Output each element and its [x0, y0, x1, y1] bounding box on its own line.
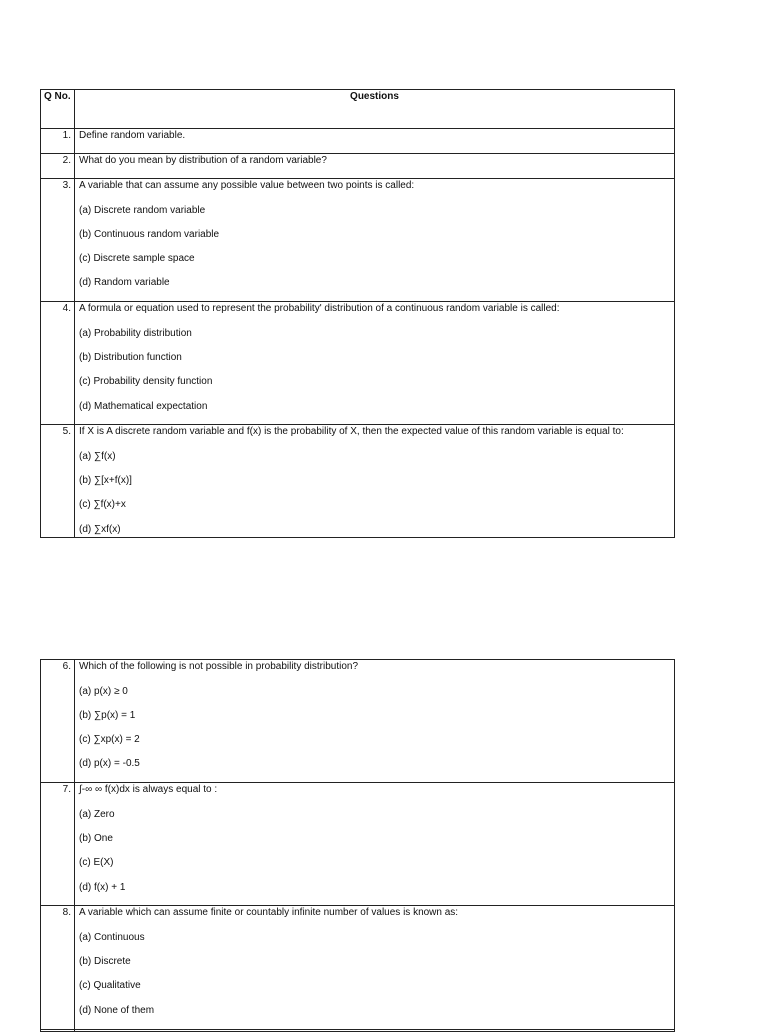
question-text: ∫-∞ ∞ f(x)dx is always equal to :: [79, 784, 218, 796]
option-a: (a) Probability distribution: [79, 327, 192, 339]
question-text: Which of the following is not possible in probability distribution?: [79, 661, 359, 672]
question-cell: [75, 425, 675, 537]
question-number: [41, 1029, 75, 1031]
question-row-6: [41, 660, 675, 783]
option-d: (d) f(x) + 1: [79, 881, 126, 893]
question-row-9: [41, 1029, 675, 1031]
question-number: 3.: [41, 179, 75, 302]
question-cell: [75, 179, 675, 302]
table-header-row: [41, 90, 675, 129]
question-number: 8.: [41, 906, 75, 1029]
question-row-2: [41, 154, 675, 179]
option-d: (d) Random variable: [79, 277, 170, 289]
question-cell: [75, 906, 675, 1029]
question-text: If X is A discrete random variable and f(x) is the probability of X, then the expected value of this random variable is equal to:: [79, 426, 624, 438]
option-c: (c) Qualitative: [79, 980, 141, 992]
questions-header: Questions: [75, 90, 675, 129]
question-text: A formula or equation used to represent the probability' distribution of a continuous random variable is called:: [79, 303, 560, 315]
option-d: (d) None of them: [79, 1004, 155, 1016]
question-cell: [75, 660, 675, 783]
option-d: (d) Mathematical expectation: [79, 400, 208, 412]
option-b: (b) Distribution function: [79, 351, 182, 363]
option-c: (c) Probability density function: [79, 376, 213, 388]
question-number: 6.: [41, 660, 75, 783]
option-b: (b) ∑p(x) = 1: [79, 709, 136, 721]
question-text: A variable which can assume finite or countably infinite number of values is known as:: [79, 907, 459, 919]
question-row-3: [41, 179, 675, 302]
question-number: 4.: [41, 302, 75, 425]
question-row-4: [41, 302, 675, 425]
question-row-5: [41, 425, 675, 537]
option-b: (b) ∑[x+f(x)]: [79, 475, 132, 487]
question-row-1: [41, 129, 675, 154]
option-c: (c) E(X): [79, 857, 114, 869]
option-d: (d) ∑xf(x): [79, 523, 121, 535]
question-cell: [75, 783, 675, 906]
question-cell: [75, 302, 675, 425]
option-a: (a) Continuous: [79, 931, 145, 943]
question-text: Define random variable.: [75, 129, 675, 154]
option-d: (d) p(x) = -0.5: [79, 758, 140, 770]
option-c: (c) Discrete sample space: [79, 253, 195, 265]
option-a: (a) Zero: [79, 808, 115, 820]
question-text: What do you mean by distribution of a random variable?: [75, 154, 675, 179]
question-number: 7.: [41, 783, 75, 906]
question-row-8: [41, 906, 675, 1029]
question-number: 1.: [41, 129, 75, 154]
option-b: (b) Continuous random variable: [79, 228, 220, 240]
option-a: (a) p(x) ≥ 0: [79, 685, 128, 697]
question-text: A variable that can assume any possible value between two points is called:: [79, 180, 415, 191]
question-row-7: [41, 783, 675, 906]
option-c: (c) ∑xp(x) = 2: [79, 734, 140, 746]
option-a: (a) Discrete random variable: [79, 204, 206, 216]
question-number: 2.: [41, 154, 75, 179]
question-number: 5.: [41, 425, 75, 537]
questions-table-2: [40, 659, 675, 1032]
option-c: (c) ∑f(x)+x: [79, 499, 126, 511]
option-b: (b) One: [79, 832, 113, 844]
question-text: [75, 1029, 675, 1031]
questions-table-1: [40, 89, 675, 538]
option-a: (a) ∑f(x): [79, 450, 116, 462]
q-no-header: Q No.: [41, 90, 75, 129]
option-b: (b) Discrete: [79, 956, 131, 968]
